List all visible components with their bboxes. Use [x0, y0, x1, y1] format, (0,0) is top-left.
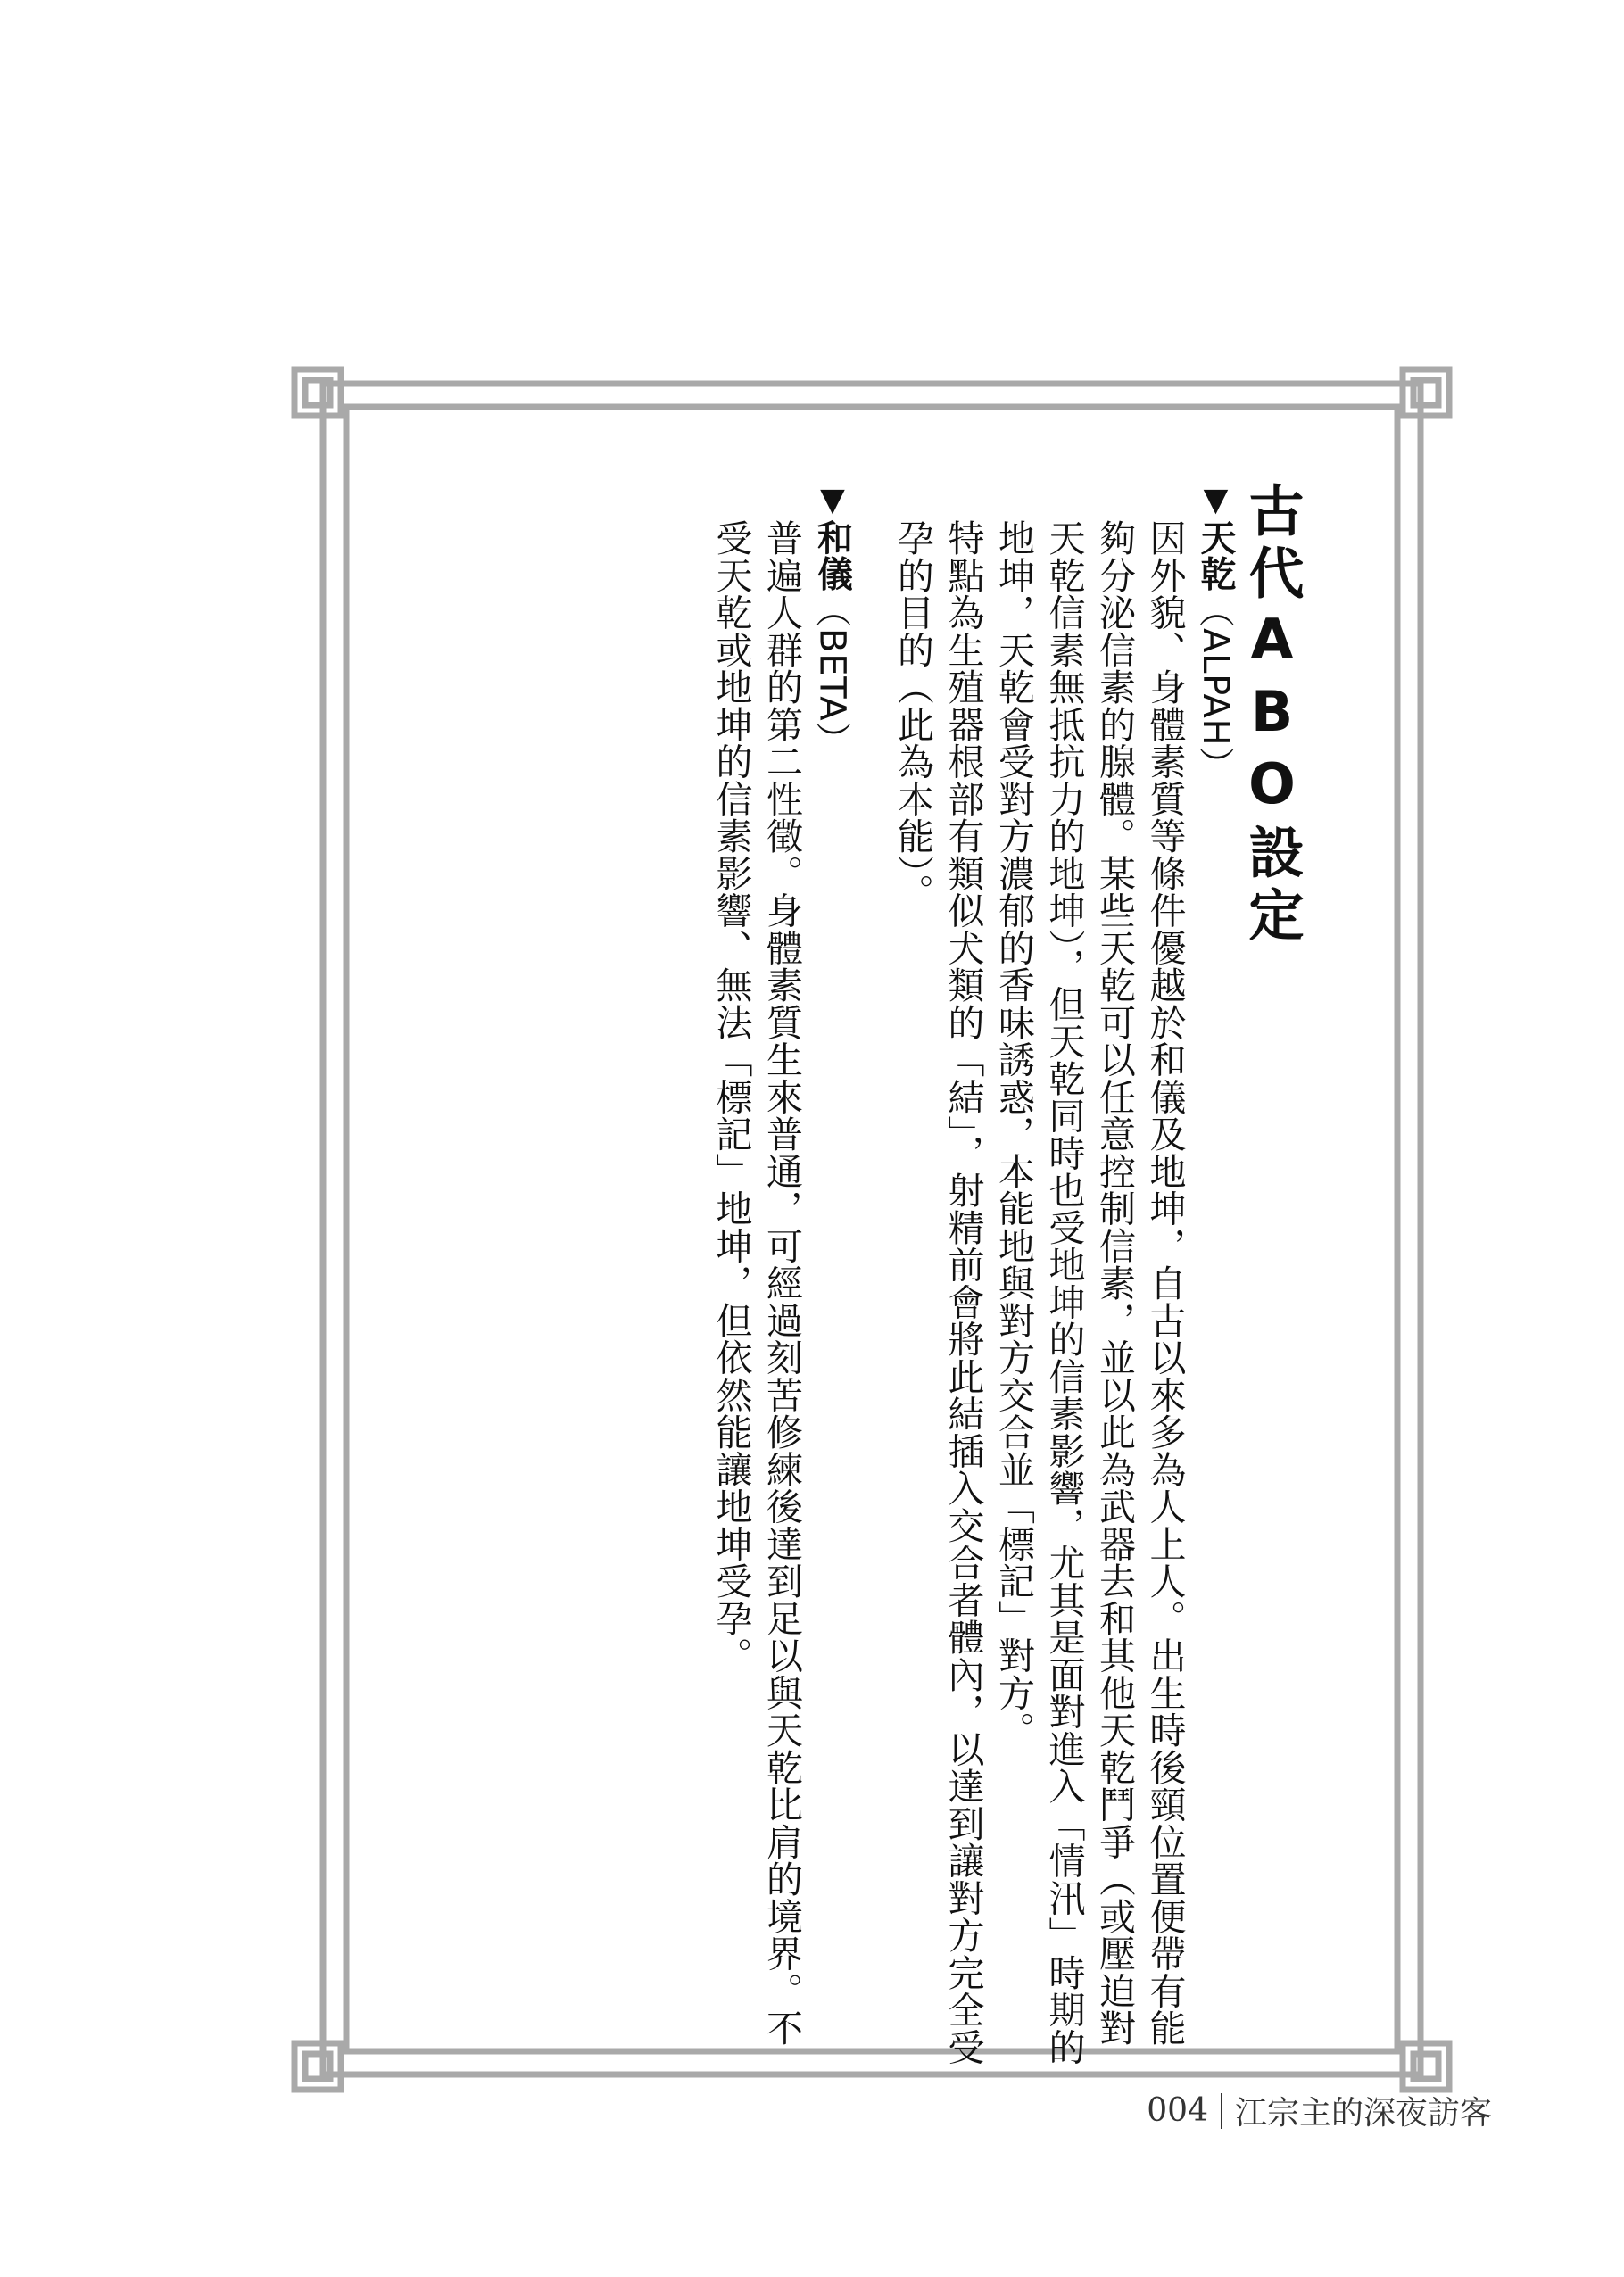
page-footer [1147, 2088, 1492, 2133]
triangle-marker-icon: ▼ [1197, 482, 1234, 519]
page-title: 古代ABO設定 [1239, 482, 1305, 948]
section-heading-text: 和儀 [811, 518, 853, 592]
frame-corner-top-right [1403, 369, 1449, 416]
section-heading-text: 天乾 [1195, 518, 1236, 592]
book-title: 江宗主的深夜訪客 [1234, 2095, 1492, 2132]
paragraph: 因外貌、身體素質等條件優越於和儀及地坤，自古以來多為人上人。出生時後頸位置便帶有能夠分泌信素的腺體。某些天乾可以任意控制信素，並以此為武器去和其他天乾鬥爭（或壓迫對天乾信素無抵抗力的地坤），但天乾同時也受地坤的信素影響，尤其是面對進入「情汛」時期的地坤，天乾會受對方濃郁的香味誘惑，本能地與對方交合並「標記」對方。 [992, 519, 1187, 2066]
triangle-marker-icon: ▼ [814, 482, 851, 519]
vertical-text-body [464, 482, 1303, 2070]
section-heading-alpha [1190, 482, 1241, 2070]
section-heading-latin: （BETA） [811, 592, 853, 758]
footer-divider [1221, 2093, 1222, 2129]
paragraph: 普遍人群的第二性徵。身體素質生來普通，可經過刻苦修練後達到足以與天乾比肩的境界。不受天乾或地坤的信素影響、無法「標記」地坤，但依然能讓地坤受孕。 [709, 519, 803, 2047]
paragraph: 特點為生殖器根部有類似犬類的「結」，射精前會將此結插入交合者體內，以達到讓對方完全受孕的目的（此為本能）。 [891, 519, 985, 2066]
frame-corner-top-left [294, 369, 341, 416]
section-spacer [858, 482, 888, 2070]
frame-corner-bottom-right [1403, 2043, 1449, 2090]
frame-corner-bottom-left [294, 2043, 341, 2090]
page-number: 004 [1147, 2092, 1208, 2129]
section-heading-beta [807, 482, 858, 2070]
section-heading-latin: （ALPAH） [1195, 592, 1236, 783]
